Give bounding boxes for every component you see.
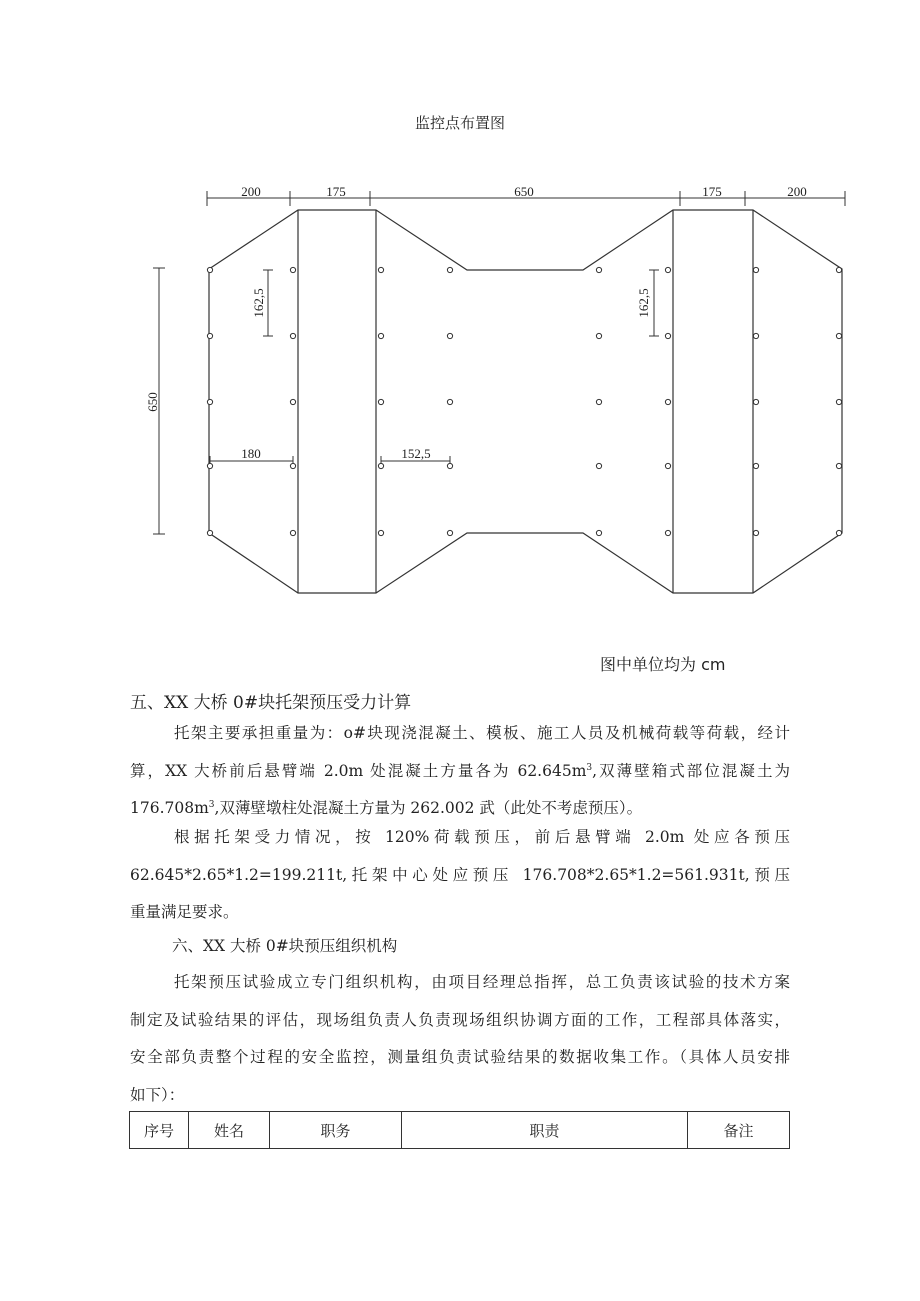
table-header-row: [130, 1112, 790, 1149]
dim-top-4: 175: [702, 184, 722, 199]
text-line: 根据托架受力情况，按 120%荷载预压，前后悬臂端 2.0m 处应各预压: [174, 828, 790, 846]
monitoring-point: [836, 530, 841, 535]
pier-outline: [209, 210, 842, 593]
monitoring-point: [290, 530, 295, 535]
text-line: 62.645*2.65*1.2=199.211t,托架中心处应预压 176.708*2.65*1.2=561.931t,预压: [130, 865, 790, 884]
staff-table: [129, 1111, 790, 1149]
monitoring-point: [836, 333, 841, 338]
text-line: 安全部负责整个过程的安全监控，测量组负责试验结果的数据收集工作。（具体人员安排: [130, 1048, 790, 1066]
dim-width-152: 152,5: [401, 446, 431, 461]
monitoring-point: [378, 333, 383, 338]
monitoring-point: [207, 267, 212, 272]
monitoring-point: [596, 267, 601, 272]
text-line: 如下）：: [130, 1085, 185, 1104]
monitoring-point: [753, 463, 758, 468]
unit-note: 图中单位均为 cm: [600, 655, 726, 674]
section-6-paragraph: [130, 964, 790, 1114]
monitoring-point: [665, 399, 670, 404]
col-header-position: 职务: [270, 1112, 402, 1149]
monitoring-point: [596, 463, 601, 468]
monitoring-point: [596, 333, 601, 338]
col-header-name: 姓名: [189, 1112, 270, 1149]
monitoring-point: [447, 463, 452, 468]
monitoring-point: [665, 463, 670, 468]
text-line: 托架主要承担重量为：o#块现浇混凝土、模板、施工人员及机械荷载等荷载，经计: [174, 724, 790, 742]
col-header-index: 序号: [130, 1112, 189, 1149]
monitoring-point: [753, 399, 758, 404]
monitoring-point: [290, 267, 295, 272]
monitoring-point: [378, 530, 383, 535]
monitoring-point: [665, 333, 670, 338]
monitoring-point-layout-drawing: [0, 170, 920, 610]
monitoring-point: [596, 530, 601, 535]
text-line: 托架预压试验成立专门组织机构，由项目经理总指挥，总工负责该试验的技术方案: [174, 973, 790, 991]
monitoring-point: [447, 333, 452, 338]
text-line: 制定及试验结果的评估，现场组负责人负责现场组织协调方面的工作，工程部具体落实，: [130, 1010, 790, 1029]
section-5-paragraph-1: [130, 715, 790, 828]
monitoring-point: [207, 399, 212, 404]
text-line: $176.708m^3$,双薄壁墩柱处混凝土方量为 262.002 武（此处不考虑预压）。: [130, 799, 643, 817]
monitoring-point: [207, 530, 212, 535]
monitoring-point: [447, 530, 452, 535]
monitoring-point: [665, 267, 670, 272]
text-line: 重量满足要求。: [130, 903, 239, 921]
monitoring-points: [207, 267, 841, 535]
monitoring-point: [836, 399, 841, 404]
monitoring-point: [447, 267, 452, 272]
dim-top-5: 200: [787, 184, 807, 199]
monitoring-point: [207, 333, 212, 338]
dim-top-2: 175: [326, 184, 346, 199]
monitoring-point: [290, 399, 295, 404]
monitoring-point: [290, 463, 295, 468]
dim-spacing-left: 162,5: [251, 288, 266, 318]
section-6-heading: 六、XX 大桥 0#块预压组织机构: [172, 937, 398, 955]
monitoring-point: [207, 463, 212, 468]
monitoring-point: [290, 333, 295, 338]
monitoring-point: [378, 463, 383, 468]
monitoring-point: [596, 399, 601, 404]
monitoring-point: [378, 399, 383, 404]
monitoring-point: [836, 463, 841, 468]
col-header-remark: 备注: [688, 1112, 790, 1149]
monitoring-point: [447, 399, 452, 404]
text-line: 算，XX 大桥前后悬臂端 2.0m 处混凝土方量各为 $62.645m^3$,双薄壁箱式部位混凝土为: [130, 761, 790, 780]
monitoring-point: [665, 530, 670, 535]
monitoring-point: [753, 267, 758, 272]
dim-spacing-right: 162,5: [636, 288, 651, 318]
dim-top-3: 650: [514, 184, 534, 199]
monitoring-point: [378, 267, 383, 272]
dim-top-1: 200: [241, 184, 261, 199]
col-header-duty: 职责: [402, 1112, 688, 1149]
section-5-heading: 五、XX 大桥 0#块托架预压受力计算: [130, 693, 412, 713]
dim-left-height: 650: [145, 392, 160, 412]
monitoring-point: [753, 333, 758, 338]
monitoring-point: [753, 530, 758, 535]
monitoring-point: [836, 267, 841, 272]
dim-width-180: 180: [241, 446, 261, 461]
section-5-paragraph-2: [130, 819, 790, 932]
figure-title: 监控点布置图: [414, 114, 505, 132]
